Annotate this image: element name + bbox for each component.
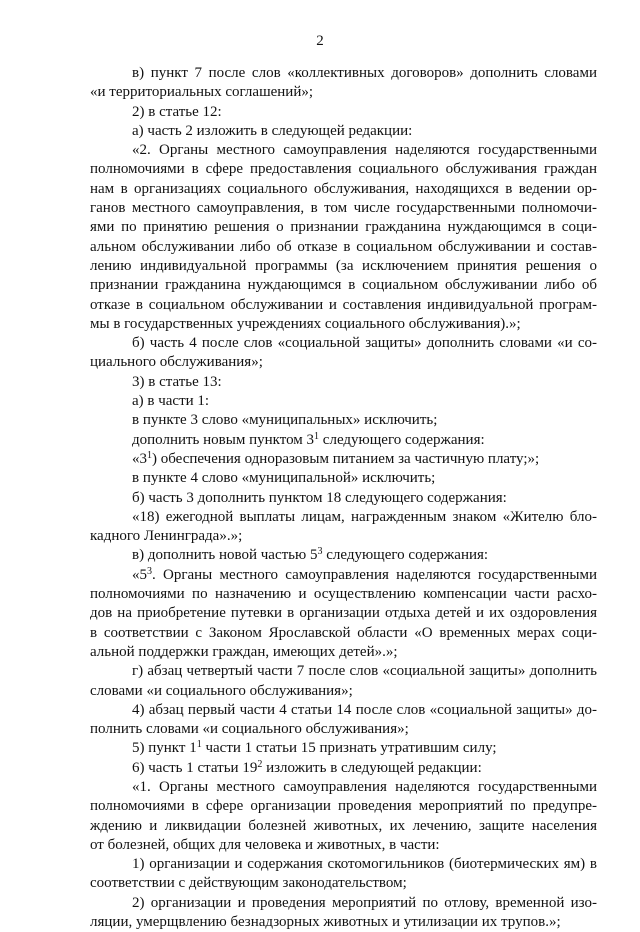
text-line xyxy=(90,739,597,758)
text-line xyxy=(90,334,597,353)
line-text: мы в государственных учреждениях социального обслуживания).»; xyxy=(90,315,521,332)
text-line xyxy=(90,817,597,836)
text-line xyxy=(90,257,597,276)
line-text: ляции, умерщвлению безнадзорных животных и утилизации их трупов.»; xyxy=(90,914,561,931)
line-text: в пункте 4 слово «муниципальной» исключить; xyxy=(132,470,436,487)
line-text: 4) абзац первый части 4 статьи 14 после слов «социальной защиты» до- xyxy=(132,701,597,718)
line-text: г) абзац четвертый части 7 после слов «социальной защиты» дополнить xyxy=(132,663,597,680)
line-text: «2. Органы местного самоуправления наделяются государственными xyxy=(132,142,597,159)
text-line xyxy=(90,450,597,469)
text-line xyxy=(90,160,597,179)
line-text: альной поддержки граждан, имеющих детей».»; xyxy=(90,643,398,660)
superscript: 1 xyxy=(314,430,320,442)
text-line xyxy=(90,141,597,160)
document-body xyxy=(90,64,597,932)
line-text-after: . Органы местного самоуправления наделяются государственными xyxy=(152,566,597,583)
line-text-after: следующего содержания: xyxy=(322,547,489,564)
superscript: 3 xyxy=(317,546,323,558)
text-line xyxy=(90,566,597,585)
line-text: 2) в статье 12: xyxy=(132,103,222,120)
line-text: лению индивидуальной программы (за исключением принятия решения о xyxy=(90,257,597,274)
superscript: 2 xyxy=(257,758,263,770)
line-text: а) в части 1: xyxy=(132,393,210,410)
line-text-after: следующего содержания: xyxy=(319,431,485,448)
line-text: 1) организации и содержания скотомогильников (биотермических ям) в xyxy=(132,856,597,873)
line-text: полномочиями в сфере предоставления социального обслуживания граждан xyxy=(90,161,597,178)
line-text: 6) часть 1 статьи 19 xyxy=(132,759,258,776)
text-line xyxy=(90,759,597,778)
line-text: ями по принятию решения о признании гражданина нуждающимся в соци- xyxy=(90,219,597,236)
text-line xyxy=(90,797,597,816)
line-text: «1. Органы местного самоуправления наделяются государственными xyxy=(132,778,597,795)
line-text: б) часть 3 дополнить пунктом 18 следующего содержания: xyxy=(132,489,507,506)
line-text-after: изложить в следующей редакции: xyxy=(262,759,482,776)
text-line xyxy=(90,489,597,508)
text-line xyxy=(90,604,597,623)
text-line xyxy=(90,392,597,411)
text-line xyxy=(90,431,597,450)
text-line xyxy=(90,643,597,662)
line-text: от болезней, общих для человека и животных, в части: xyxy=(90,836,440,853)
text-line xyxy=(90,83,597,102)
text-line xyxy=(90,546,597,565)
line-text: циального обслуживания»; xyxy=(90,354,263,371)
text-line xyxy=(90,103,597,122)
text-line xyxy=(90,64,597,83)
page-number: 2 xyxy=(316,33,324,49)
text-line xyxy=(90,353,597,372)
line-text: б) часть 4 после слов «социальной защиты» дополнить словами «и со- xyxy=(132,335,597,352)
line-text: в соответствии с Законом Ярославской области «О временных мерах соци- xyxy=(90,624,597,641)
text-line xyxy=(90,296,597,315)
line-text: альном обслуживании либо об отказе в социальном обслуживании и состав- xyxy=(90,238,597,255)
line-text: «3 xyxy=(132,450,147,467)
line-text: полномочиями в сфере организации проведения мероприятий по предупре- xyxy=(90,798,597,815)
text-line xyxy=(90,855,597,874)
line-text: полномочиями по назначению и осуществлению компенсации части расхо- xyxy=(90,586,597,603)
superscript: 3 xyxy=(147,565,152,577)
text-line xyxy=(90,469,597,488)
line-text: ганов местного самоуправления, в том числе государственными полномочи- xyxy=(90,200,597,217)
text-line xyxy=(90,662,597,681)
superscript: 1 xyxy=(196,739,202,751)
line-text: в) пункт 7 после слов «коллективных договоров» дополнить словами xyxy=(132,65,597,81)
text-line xyxy=(90,373,597,392)
line-text: «5 xyxy=(132,566,147,583)
line-text: в пункте 3 слово «муниципальных» исключить; xyxy=(132,412,438,429)
line-text: 5) пункт 1 xyxy=(132,740,197,757)
line-text: «18) ежегодной выплаты лицам, награжденным знаком «Жителю бло- xyxy=(132,508,597,525)
line-text: а) часть 2 изложить в следующей редакции: xyxy=(132,122,413,139)
text-line xyxy=(90,913,597,932)
line-text: 2) организации и проведения мероприятий по отлову, временной изо- xyxy=(132,894,597,911)
line-text: в) дополнить новой частью 5 xyxy=(132,547,318,564)
text-line xyxy=(90,585,597,604)
line-text-after: ) обеспечения одноразовым питанием за частичную плату;»; xyxy=(152,450,540,467)
text-line xyxy=(90,218,597,237)
line-text-after: части 1 статьи 15 признать утратившим силу; xyxy=(201,740,497,757)
line-text: дов на приобретение путевки в организации отдыха детей и их оздоровления xyxy=(90,605,597,622)
text-line xyxy=(90,199,597,218)
text-line xyxy=(90,836,597,855)
line-text: отказе в социальном обслуживании и составления индивидуальной програм- xyxy=(90,296,597,313)
line-text: нам в организациях социального обслуживания, находящихся в ведении ор- xyxy=(90,180,597,197)
text-line xyxy=(90,411,597,430)
text-line xyxy=(90,276,597,295)
text-line xyxy=(90,874,597,893)
line-text: 3) в статье 13: xyxy=(132,373,222,390)
line-text: «и территориальных соглашений»; xyxy=(90,84,314,101)
line-text: словами «и социального обслуживания»; xyxy=(90,682,353,699)
text-line xyxy=(90,315,597,334)
text-line xyxy=(90,508,597,527)
line-text: соответствии с действующим законодательством; xyxy=(90,875,407,892)
text-line xyxy=(90,720,597,739)
line-text: дополнить новым пунктом 3 xyxy=(132,431,315,448)
text-line xyxy=(90,527,597,546)
text-line xyxy=(90,238,597,257)
line-text: ждению и ликвидации болезней животных, их лечению, защите населения xyxy=(90,817,597,834)
text-line xyxy=(90,682,597,701)
text-line xyxy=(90,624,597,643)
text-line xyxy=(90,778,597,797)
superscript: 1 xyxy=(147,449,152,461)
line-text: полнить словами «и социального обслуживания»; xyxy=(90,721,409,738)
text-line xyxy=(90,701,597,720)
text-line xyxy=(90,894,597,913)
text-line xyxy=(90,180,597,199)
text-line xyxy=(90,122,597,141)
line-text: признании гражданина нуждающимся в социальном обслуживании либо об xyxy=(90,277,597,294)
line-text: кадного Ленинграда».»; xyxy=(90,528,243,545)
